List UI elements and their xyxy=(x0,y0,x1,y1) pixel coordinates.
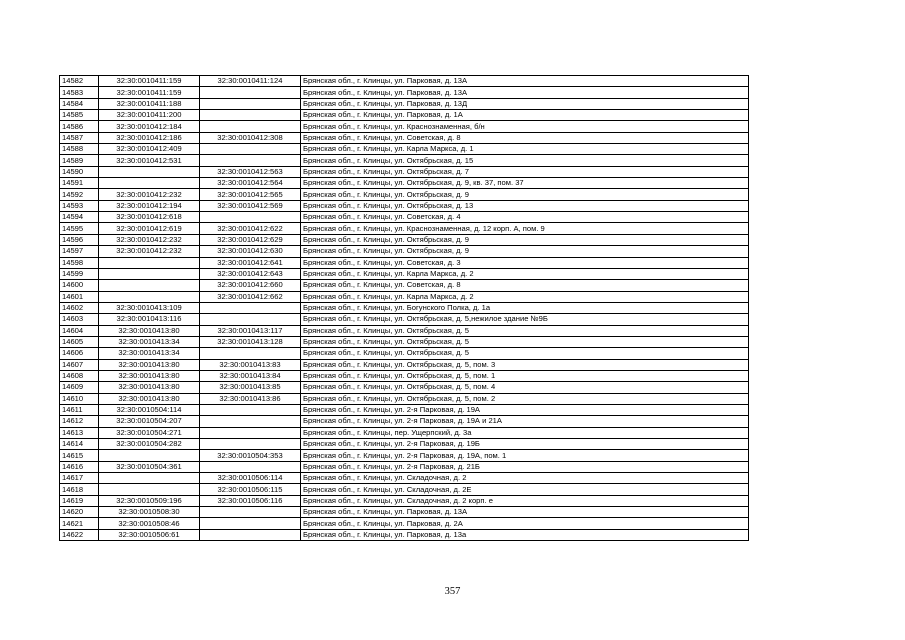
object-cadastral-number-cell xyxy=(200,98,301,109)
row-number-cell: 14610 xyxy=(60,393,99,404)
table-row xyxy=(60,223,749,234)
row-number-cell: 14587 xyxy=(60,132,99,143)
table-row xyxy=(60,450,749,461)
row-number-cell: 14592 xyxy=(60,189,99,200)
address-cell: Брянская обл., г. Клинцы, ул. Карла Маркса, д. 1 xyxy=(301,144,749,155)
address-cell: Брянская обл., г. Клинцы, ул. Октябрьская, д. 5 xyxy=(301,336,749,347)
object-cadastral-number-cell: 32:30:0010506:115 xyxy=(200,484,301,495)
row-number-cell: 14586 xyxy=(60,121,99,132)
table-row xyxy=(60,189,749,200)
object-cadastral-number-cell xyxy=(200,529,301,540)
object-cadastral-number-cell xyxy=(200,110,301,121)
table-row xyxy=(60,98,749,109)
object-cadastral-number-cell xyxy=(200,348,301,359)
table-row xyxy=(60,144,749,155)
address-cell: Брянская обл., г. Клинцы, ул. Парковая, д. 13А xyxy=(301,87,749,98)
row-number-cell: 14595 xyxy=(60,223,99,234)
object-cadastral-number-cell xyxy=(200,416,301,427)
table-row xyxy=(60,234,749,245)
table-row xyxy=(60,393,749,404)
address-cell: Брянская обл., г. Клинцы, ул. Октябрьская, д. 9 xyxy=(301,246,749,257)
table-row xyxy=(60,370,749,381)
object-cadastral-number-cell xyxy=(200,461,301,472)
cadastral-number-cell: 32:30:0010413:34 xyxy=(99,348,200,359)
table-row xyxy=(60,178,749,189)
row-number-cell: 14607 xyxy=(60,359,99,370)
address-cell: Брянская обл., г. Клинцы, ул. Октябрьская, д. 9 xyxy=(301,234,749,245)
row-number-cell: 14605 xyxy=(60,336,99,347)
cadastral-number-cell xyxy=(99,291,200,302)
address-cell: Брянская обл., г. Клинцы, ул. Октябрьская, д. 7 xyxy=(301,166,749,177)
address-cell: Брянская обл., г. Клинцы, ул. Советская, д. 3 xyxy=(301,257,749,268)
cadastral-number-cell: 32:30:0010413:80 xyxy=(99,382,200,393)
address-cell: Брянская обл., г. Клинцы, ул. Октябрьская, д. 5,нежилое здание №9Б xyxy=(301,314,749,325)
row-number-cell: 14604 xyxy=(60,325,99,336)
page-number: 357 xyxy=(444,586,461,597)
address-cell: Брянская обл., г. Клинцы, ул. Парковая, д. 13а xyxy=(301,529,749,540)
cadastral-number-cell: 32:30:0010412:184 xyxy=(99,121,200,132)
row-number-cell: 14585 xyxy=(60,110,99,121)
address-cell: Брянская обл., г. Клинцы, ул. Советская, д. 4 xyxy=(301,212,749,223)
address-cell: Брянская обл., г. Клинцы, ул. Советская, д. 8 xyxy=(301,132,749,143)
cadastral-number-cell: 32:30:0010412:232 xyxy=(99,189,200,200)
row-number-cell: 14583 xyxy=(60,87,99,98)
address-cell: Брянская обл., г. Клинцы, ул. Октябрьская, д. 5, пом. 2 xyxy=(301,393,749,404)
table-row xyxy=(60,132,749,143)
table-row xyxy=(60,257,749,268)
row-number-cell: 14584 xyxy=(60,98,99,109)
object-cadastral-number-cell xyxy=(200,155,301,166)
table-row xyxy=(60,87,749,98)
cadastral-number-cell: 32:30:0010412:232 xyxy=(99,234,200,245)
cadastral-number-cell: 32:30:0010413:80 xyxy=(99,359,200,370)
object-cadastral-number-cell: 32:30:0010412:630 xyxy=(200,246,301,257)
object-cadastral-number-cell: 32:30:0010412:662 xyxy=(200,291,301,302)
row-number-cell: 14590 xyxy=(60,166,99,177)
object-cadastral-number-cell: 32:30:0010412:629 xyxy=(200,234,301,245)
table-row xyxy=(60,518,749,529)
row-number-cell: 14620 xyxy=(60,507,99,518)
row-number-cell: 14596 xyxy=(60,234,99,245)
cadastral-number-cell: 32:30:0010506:61 xyxy=(99,529,200,540)
address-cell: Брянская обл., г. Клинцы, ул. Складочная, д. 2 корп. е xyxy=(301,495,749,506)
address-cell: Брянская обл., г. Клинцы, ул. Октябрьская, д. 9 xyxy=(301,189,749,200)
object-cadastral-number-cell: 32:30:0010411:124 xyxy=(200,76,301,87)
object-cadastral-number-cell: 32:30:0010412:308 xyxy=(200,132,301,143)
table-row xyxy=(60,529,749,540)
address-cell: Брянская обл., г. Клинцы, ул. Октябрьская, д. 5, пом. 1 xyxy=(301,370,749,381)
cadastral-number-cell: 32:30:0010411:159 xyxy=(99,76,200,87)
row-number-cell: 14618 xyxy=(60,484,99,495)
table-row xyxy=(60,291,749,302)
table-row xyxy=(60,121,749,132)
cadastral-number-cell: 32:30:0010411:200 xyxy=(99,110,200,121)
object-cadastral-number-cell xyxy=(200,427,301,438)
cadastral-number-cell xyxy=(99,166,200,177)
row-number-cell: 14582 xyxy=(60,76,99,87)
row-number-cell: 14593 xyxy=(60,200,99,211)
row-number-cell: 14591 xyxy=(60,178,99,189)
cadastral-number-cell: 32:30:0010504:282 xyxy=(99,439,200,450)
table-row xyxy=(60,76,749,87)
row-number-cell: 14621 xyxy=(60,518,99,529)
table-row xyxy=(60,302,749,313)
table-row xyxy=(60,348,749,359)
table-row xyxy=(60,212,749,223)
cadastral-number-cell: 32:30:0010412:531 xyxy=(99,155,200,166)
address-cell: Брянская обл., г. Клинцы, ул. 2-я Парковая, д. 19А, пом. 1 xyxy=(301,450,749,461)
table-row xyxy=(60,336,749,347)
cadastral-number-cell: 32:30:0010504:207 xyxy=(99,416,200,427)
cadastral-number-cell: 32:30:0010508:46 xyxy=(99,518,200,529)
cadastral-number-cell: 32:30:0010412:186 xyxy=(99,132,200,143)
address-cell: Брянская обл., г. Клинцы, ул. Парковая, д. 2А xyxy=(301,518,749,529)
address-cell: Брянская обл., г. Клинцы, пер. Ущерпский, д. 3а xyxy=(301,427,749,438)
row-number-cell: 14598 xyxy=(60,257,99,268)
row-number-cell: 14622 xyxy=(60,529,99,540)
object-cadastral-number-cell: 32:30:0010412:660 xyxy=(200,280,301,291)
registry-table xyxy=(59,75,749,541)
address-cell: Брянская обл., г. Клинцы, ул. Октябрьская, д. 5 xyxy=(301,348,749,359)
cadastral-number-cell: 32:30:0010504:361 xyxy=(99,461,200,472)
address-cell: Брянская обл., г. Клинцы, ул. Карла Маркса, д. 2 xyxy=(301,291,749,302)
cadastral-number-cell: 32:30:0010504:114 xyxy=(99,404,200,415)
table-row xyxy=(60,495,749,506)
address-cell: Брянская обл., г. Клинцы, ул. Октябрьская, д. 15 xyxy=(301,155,749,166)
row-number-cell: 14594 xyxy=(60,212,99,223)
address-cell: Брянская обл., г. Клинцы, ул. Октябрьская, д. 5, пом. 3 xyxy=(301,359,749,370)
address-cell: Брянская обл., г. Клинцы, ул. Парковая, д. 1А xyxy=(301,110,749,121)
table-row xyxy=(60,404,749,415)
table-row xyxy=(60,200,749,211)
object-cadastral-number-cell: 32:30:0010413:128 xyxy=(200,336,301,347)
cadastral-number-cell: 32:30:0010411:159 xyxy=(99,87,200,98)
cadastral-number-cell: 32:30:0010411:188 xyxy=(99,98,200,109)
table-row xyxy=(60,280,749,291)
row-number-cell: 14608 xyxy=(60,370,99,381)
address-cell: Брянская обл., г. Клинцы, ул. Карла Маркса, д. 2 xyxy=(301,268,749,279)
row-number-cell: 14588 xyxy=(60,144,99,155)
object-cadastral-number-cell xyxy=(200,518,301,529)
cadastral-number-cell xyxy=(99,484,200,495)
object-cadastral-number-cell: 32:30:0010412:564 xyxy=(200,178,301,189)
table-row xyxy=(60,325,749,336)
address-cell: Брянская обл., г. Клинцы, ул. Октябрьская, д. 13 xyxy=(301,200,749,211)
row-number-cell: 14603 xyxy=(60,314,99,325)
registry-body xyxy=(60,76,749,541)
object-cadastral-number-cell xyxy=(200,121,301,132)
object-cadastral-number-cell xyxy=(200,439,301,450)
cadastral-number-cell: 32:30:0010504:271 xyxy=(99,427,200,438)
object-cadastral-number-cell: 32:30:0010506:114 xyxy=(200,473,301,484)
row-number-cell: 14606 xyxy=(60,348,99,359)
cadastral-number-cell xyxy=(99,280,200,291)
cadastral-number-cell xyxy=(99,257,200,268)
cadastral-number-cell: 32:30:0010413:80 xyxy=(99,370,200,381)
table-row xyxy=(60,359,749,370)
address-cell: Брянская обл., г. Клинцы, ул. Краснознаменная, б/н xyxy=(301,121,749,132)
row-number-cell: 14616 xyxy=(60,461,99,472)
cadastral-number-cell: 32:30:0010413:34 xyxy=(99,336,200,347)
row-number-cell: 14602 xyxy=(60,302,99,313)
address-cell: Брянская обл., г. Клинцы, ул. 2-я Парковая, д. 21Б xyxy=(301,461,749,472)
cadastral-number-cell xyxy=(99,268,200,279)
row-number-cell: 14600 xyxy=(60,280,99,291)
row-number-cell: 14609 xyxy=(60,382,99,393)
object-cadastral-number-cell: 32:30:0010413:84 xyxy=(200,370,301,381)
object-cadastral-number-cell xyxy=(200,302,301,313)
table-row xyxy=(60,155,749,166)
address-cell: Брянская обл., г. Клинцы, ул. Октябрьская, д. 9, кв. 37, пом. 37 xyxy=(301,178,749,189)
object-cadastral-number-cell xyxy=(200,144,301,155)
cadastral-number-cell: 32:30:0010413:80 xyxy=(99,393,200,404)
address-cell: Брянская обл., г. Клинцы, ул. Октябрьская, д. 5, пом. 4 xyxy=(301,382,749,393)
cadastral-number-cell: 32:30:0010412:619 xyxy=(99,223,200,234)
object-cadastral-number-cell: 32:30:0010413:117 xyxy=(200,325,301,336)
address-cell: Брянская обл., г. Клинцы, ул. Богунского Полка, д. 1а xyxy=(301,302,749,313)
object-cadastral-number-cell xyxy=(200,314,301,325)
table-row xyxy=(60,416,749,427)
row-number-cell: 14597 xyxy=(60,246,99,257)
cadastral-number-cell: 32:30:0010412:232 xyxy=(99,246,200,257)
cadastral-number-cell: 32:30:0010413:80 xyxy=(99,325,200,336)
address-cell: Брянская обл., г. Клинцы, ул. Парковая, д. 13А xyxy=(301,507,749,518)
object-cadastral-number-cell: 32:30:0010412:643 xyxy=(200,268,301,279)
row-number-cell: 14612 xyxy=(60,416,99,427)
table-row xyxy=(60,507,749,518)
object-cadastral-number-cell: 32:30:0010413:83 xyxy=(200,359,301,370)
object-cadastral-number-cell: 32:30:0010506:116 xyxy=(200,495,301,506)
row-number-cell: 14613 xyxy=(60,427,99,438)
row-number-cell: 14614 xyxy=(60,439,99,450)
address-cell: Брянская обл., г. Клинцы, ул. Складочная, д. 2Е xyxy=(301,484,749,495)
cadastral-number-cell xyxy=(99,473,200,484)
cadastral-number-cell: 32:30:0010413:109 xyxy=(99,302,200,313)
address-cell: Брянская обл., г. Клинцы, ул. Октябрьская, д. 5 xyxy=(301,325,749,336)
address-cell: Брянская обл., г. Клинцы, ул. 2-я Парковая, д. 19А и 21А xyxy=(301,416,749,427)
object-cadastral-number-cell xyxy=(200,87,301,98)
table-row xyxy=(60,268,749,279)
object-cadastral-number-cell: 32:30:0010412:563 xyxy=(200,166,301,177)
cadastral-number-cell: 32:30:0010412:618 xyxy=(99,212,200,223)
table-row xyxy=(60,246,749,257)
address-cell: Брянская обл., г. Клинцы, ул. Складочная, д. 2 xyxy=(301,473,749,484)
object-cadastral-number-cell: 32:30:0010412:641 xyxy=(200,257,301,268)
row-number-cell: 14617 xyxy=(60,473,99,484)
cadastral-number-cell: 32:30:0010412:409 xyxy=(99,144,200,155)
object-cadastral-number-cell xyxy=(200,404,301,415)
object-cadastral-number-cell: 32:30:0010504:353 xyxy=(200,450,301,461)
cadastral-number-cell xyxy=(99,450,200,461)
object-cadastral-number-cell xyxy=(200,507,301,518)
object-cadastral-number-cell: 32:30:0010412:565 xyxy=(200,189,301,200)
address-cell: Брянская обл., г. Клинцы, ул. 2-я Парковая, д. 19Б xyxy=(301,439,749,450)
table-row xyxy=(60,484,749,495)
object-cadastral-number-cell: 32:30:0010413:85 xyxy=(200,382,301,393)
row-number-cell: 14615 xyxy=(60,450,99,461)
table-row xyxy=(60,473,749,484)
table-row xyxy=(60,439,749,450)
row-number-cell: 14599 xyxy=(60,268,99,279)
row-number-cell: 14611 xyxy=(60,404,99,415)
table-row xyxy=(60,314,749,325)
cadastral-number-cell: 32:30:0010413:116 xyxy=(99,314,200,325)
row-number-cell: 14619 xyxy=(60,495,99,506)
row-number-cell: 14601 xyxy=(60,291,99,302)
table-row xyxy=(60,166,749,177)
address-cell: Брянская обл., г. Клинцы, ул. Парковая, д. 13Д xyxy=(301,98,749,109)
object-cadastral-number-cell: 32:30:0010412:622 xyxy=(200,223,301,234)
object-cadastral-number-cell: 32:30:0010412:569 xyxy=(200,200,301,211)
object-cadastral-number-cell xyxy=(200,212,301,223)
row-number-cell: 14589 xyxy=(60,155,99,166)
cadastral-number-cell: 32:30:0010509:196 xyxy=(99,495,200,506)
table-row xyxy=(60,427,749,438)
address-cell: Брянская обл., г. Клинцы, ул. Советская, д. 8 xyxy=(301,280,749,291)
address-cell: Брянская обл., г. Клинцы, ул. 2-я Парковая, д. 19А xyxy=(301,404,749,415)
cadastral-number-cell xyxy=(99,178,200,189)
object-cadastral-number-cell: 32:30:0010413:86 xyxy=(200,393,301,404)
cadastral-number-cell: 32:30:0010412:194 xyxy=(99,200,200,211)
table-row xyxy=(60,461,749,472)
address-cell: Брянская обл., г. Клинцы, ул. Краснознаменная, д. 12 корп. А, пом. 9 xyxy=(301,223,749,234)
address-cell: Брянская обл., г. Клинцы, ул. Парковая, д. 13А xyxy=(301,76,749,87)
cadastral-number-cell: 32:30:0010508:30 xyxy=(99,507,200,518)
table-row xyxy=(60,382,749,393)
table-row xyxy=(60,110,749,121)
